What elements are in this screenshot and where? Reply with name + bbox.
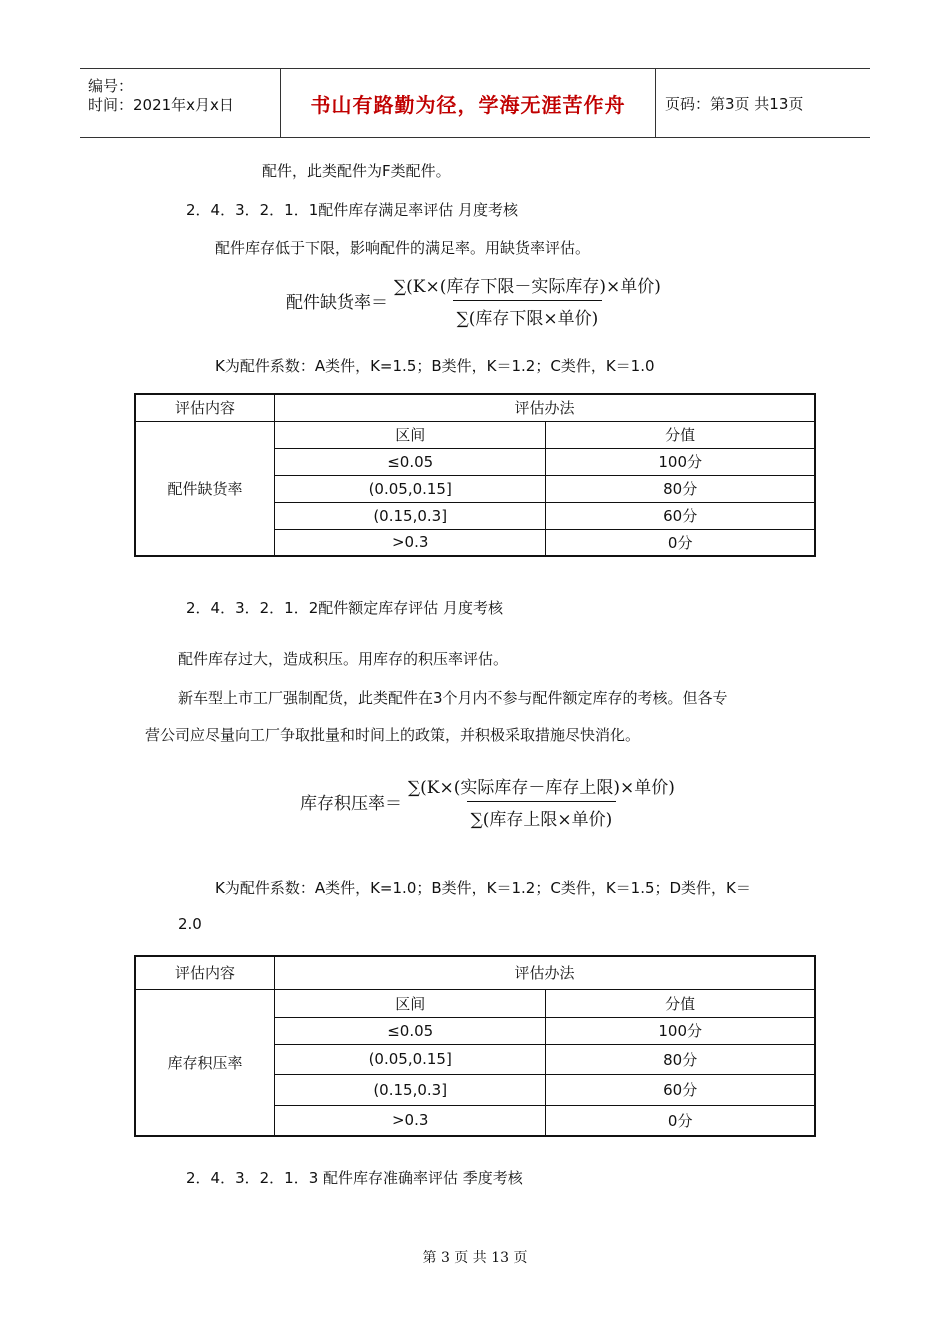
page-footer: 第 3 页 共 13 页 — [422, 1250, 528, 1266]
score-cell: 100分 — [546, 448, 815, 475]
formula-2-fraction — [404, 773, 679, 830]
section-2-coefficients-a: K为配件系数：A类件，K=1.0；B类件，K＝1.2；C类件，K＝1.5；D类件，K＝ — [215, 879, 751, 897]
header-page-label: 页码：第3页 共13页 — [665, 94, 804, 113]
formula-1-numerator: ∑(K×(库存下限－实际库存)×单价) — [394, 277, 661, 297]
score-cell: 100分 — [546, 1017, 815, 1044]
intro-line: 配件，此类配件为F类配件。 — [262, 162, 451, 180]
formula-1-fraction — [390, 272, 665, 329]
evaluation-table-overstock — [134, 955, 816, 1137]
formula-2-numerator: ∑(K×(实际库存－库存上限)×单价) — [408, 778, 675, 798]
score-cell: 60分 — [546, 1074, 815, 1105]
table-header-content: 评估内容 — [135, 394, 275, 421]
header-motto: 书山有路勤为径，学海无涯苦作舟 — [310, 92, 626, 117]
section-2-text-2b: 营公司应尽量向工厂争取批量和时间上的政策，并积极采取措施尽快消化。 — [145, 726, 641, 744]
section-2-text-2a: 新车型上市工厂强制配货，此类配件在3个月内不参与配件额定库存的考核。但各专 — [178, 689, 728, 707]
section-heading-3: 2．4．3．2．1．3 配件库存准确率评估 季度考核 — [186, 1169, 523, 1187]
table-header-range: 区间 — [275, 421, 546, 448]
score-cell: 0分 — [546, 1105, 815, 1136]
formula-1-denominator: ∑(库存下限×单价) — [453, 300, 603, 329]
formula-2-lhs: 库存积压率＝ — [300, 794, 402, 814]
table-header-method: 评估办法 — [275, 956, 815, 989]
table-item-name: 库存积压率 — [135, 989, 275, 1136]
score-cell: 0分 — [546, 529, 815, 556]
range-cell: >0.3 — [275, 1105, 546, 1136]
table-header-score: 分值 — [546, 989, 815, 1017]
range-cell: (0.15,0.3] — [275, 502, 546, 529]
range-cell: ≤0.05 — [275, 1017, 546, 1044]
table-header-range: 区间 — [275, 989, 546, 1017]
formula-overstock-rate — [300, 773, 679, 830]
section-2-coefficients-b: 2.0 — [178, 915, 202, 933]
table-header-score: 分值 — [546, 421, 815, 448]
formula-2-denominator: ∑(库存上限×单价) — [467, 801, 617, 830]
score-cell: 80分 — [546, 475, 815, 502]
range-cell: (0.05,0.15] — [275, 475, 546, 502]
table-header-content: 评估内容 — [135, 956, 275, 989]
section-1-text: 配件库存低于下限，影响配件的满足率。用缺货率评估。 — [215, 239, 591, 257]
header-page-cell — [655, 69, 870, 137]
header-meta — [80, 69, 280, 137]
range-cell: ≤0.05 — [275, 448, 546, 475]
range-cell: >0.3 — [275, 529, 546, 556]
table-header-method: 评估办法 — [275, 394, 815, 421]
formula-shortage-rate — [286, 272, 665, 329]
doc-number-label: 编号： — [88, 77, 134, 95]
evaluation-table-shortage — [134, 393, 816, 557]
score-cell: 60分 — [546, 502, 815, 529]
score-cell: 80分 — [546, 1044, 815, 1074]
range-cell: (0.05,0.15] — [275, 1044, 546, 1074]
section-heading-1: 2．4．3．2．1．1配件库存满足率评估 月度考核 — [186, 201, 519, 219]
section-1-coefficients: K为配件系数：A类件，K=1.5；B类件，K＝1.2；C类件，K＝1.0 — [215, 357, 655, 375]
section-2-text-1: 配件库存过大，造成积压。用库存的积压率评估。 — [178, 650, 509, 668]
table-item-name: 配件缺货率 — [135, 421, 275, 556]
header-motto-cell — [280, 69, 656, 137]
range-cell: (0.15,0.3] — [275, 1074, 546, 1105]
page-header — [80, 68, 870, 138]
doc-date-label: 时间：2021年x月x日 — [88, 96, 234, 114]
formula-1-lhs: 配件缺货率＝ — [286, 293, 388, 313]
section-heading-2: 2．4．3．2．1．2配件额定库存评估 月度考核 — [186, 599, 504, 617]
